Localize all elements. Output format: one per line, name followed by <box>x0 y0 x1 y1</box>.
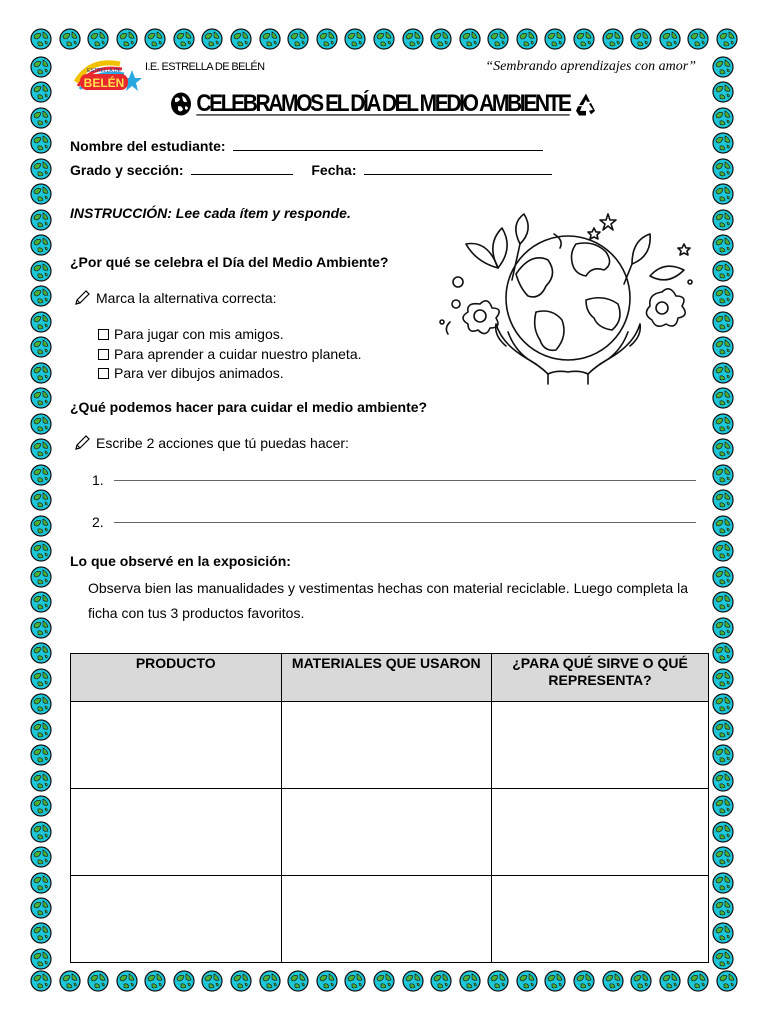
grade-label: Grado y sección: <box>70 162 184 178</box>
globe-icon <box>402 970 424 992</box>
globe-icon <box>712 566 734 588</box>
globe-icon <box>712 209 734 231</box>
globe-icon <box>30 311 52 333</box>
globe-icon <box>30 209 52 231</box>
globe-icon <box>712 387 734 409</box>
globe-icon <box>30 617 52 639</box>
globe-icon <box>712 719 734 741</box>
table-row <box>71 876 709 963</box>
globe-icon <box>344 28 366 50</box>
section-3-heading: Lo que observé en la exposición: <box>70 553 291 569</box>
globe-icon <box>30 668 52 690</box>
globe-icon <box>712 413 734 435</box>
globe-icon <box>712 770 734 792</box>
globe-icon <box>712 642 734 664</box>
globe-icon <box>30 362 52 384</box>
globe-icon <box>712 311 734 333</box>
globe-icon <box>716 28 738 50</box>
question-1-prompt <box>74 290 277 306</box>
globe-icon <box>712 897 734 919</box>
globe-icon <box>712 617 734 639</box>
checkbox[interactable] <box>98 329 109 340</box>
globe-icon <box>712 591 734 613</box>
globe-icon <box>630 28 652 50</box>
globe-icon <box>30 872 52 894</box>
globe-icon <box>201 28 223 50</box>
globe-icon <box>712 464 734 486</box>
globe-icon <box>30 489 52 511</box>
checkbox[interactable] <box>98 349 109 360</box>
question-2-prompt-text: Escribe 2 acciones que tú puedas hacer: <box>96 435 349 451</box>
answer-rule <box>114 480 696 481</box>
globe-icon <box>30 922 52 944</box>
checkbox[interactable] <box>98 368 109 379</box>
globe-icon <box>30 795 52 817</box>
globe-icon <box>230 28 252 50</box>
globe-icon <box>712 438 734 460</box>
globe-icon <box>116 28 138 50</box>
globe-icon <box>712 260 734 282</box>
option-3[interactable] <box>98 364 362 384</box>
svg-text:BELÉN: BELÉN <box>83 76 125 90</box>
globe-icon <box>30 693 52 715</box>
globe-icon <box>712 56 734 78</box>
instruction: INSTRUCCIÓN: Lee cada ítem y responde. <box>70 205 351 221</box>
globe-icon <box>230 970 252 992</box>
globe-icon <box>116 970 138 992</box>
globe-icon <box>459 28 481 50</box>
globe-icon <box>87 28 109 50</box>
title-text: CELEBRAMOS EL DÍA DEL MEDIO AMBIENTE <box>196 90 570 117</box>
question-1: ¿Por qué se celebra el Día del Medio Ambiente? <box>70 254 389 270</box>
column-header-purpose: ¿PARA QUÉ SIRVE O QUÉ REPRESENTA? <box>492 654 709 702</box>
student-name-label: Nombre del estudiante: <box>70 138 226 154</box>
table-cell[interactable] <box>492 789 709 876</box>
globe-icon <box>30 56 52 78</box>
globe-icon <box>344 970 366 992</box>
globe-icon <box>87 970 109 992</box>
globe-icon <box>712 540 734 562</box>
border-top <box>30 28 738 54</box>
globe-icon <box>30 438 52 460</box>
globe-icon <box>30 464 52 486</box>
pencil-icon <box>74 290 90 306</box>
question-2: ¿Qué podemos hacer para cuidar el medio ambiente? <box>70 399 428 415</box>
globe-icon <box>712 668 734 690</box>
student-name-blank[interactable] <box>233 138 543 151</box>
globe-icon <box>30 744 52 766</box>
globe-icon <box>712 948 734 970</box>
section-3-paragraph: Observa bien las manualidades y vestimentas hechas con material reciclable. Luego completa la ficha con tus 3 productos favoritos. <box>88 580 688 621</box>
globe-icon <box>712 693 734 715</box>
globe-icon <box>712 183 734 205</box>
globe-icon <box>373 28 395 50</box>
globe-icon <box>30 770 52 792</box>
globe-icon <box>30 515 52 537</box>
globe-icon <box>516 28 538 50</box>
globe-icon <box>712 922 734 944</box>
column-header-materials: MATERIALES QUE USARON <box>281 654 492 702</box>
globe-icon <box>30 846 52 868</box>
globe-icon <box>30 387 52 409</box>
table-cell[interactable] <box>71 789 282 876</box>
globe-icon <box>712 821 734 843</box>
globe-icon <box>712 158 734 180</box>
globe-icon <box>30 285 52 307</box>
globe-icon <box>30 336 52 358</box>
globe-icon <box>402 28 424 50</box>
globe-icon <box>573 28 595 50</box>
grade-blank[interactable] <box>191 162 293 175</box>
globe-icon <box>144 970 166 992</box>
pencil-icon <box>74 435 90 451</box>
globe-icon <box>59 970 81 992</box>
globe-icon <box>716 970 738 992</box>
globe-icon <box>459 970 481 992</box>
globe-icon <box>30 158 52 180</box>
option-1[interactable] <box>98 325 362 345</box>
school-motto: “Sembrando aprendizajes con amor” <box>485 59 696 74</box>
title-row <box>0 92 768 120</box>
answer-line-2[interactable] <box>92 514 696 530</box>
globe-icon <box>712 515 734 537</box>
globe-icon <box>712 285 734 307</box>
option-1-label: Para jugar con mis amigos. <box>114 326 284 342</box>
answer-number: 2. <box>92 514 104 530</box>
globe-icon <box>144 28 166 50</box>
globe-icon <box>30 897 52 919</box>
globe-icon <box>487 28 509 50</box>
globe-icon <box>201 970 223 992</box>
table-cell[interactable] <box>492 702 709 789</box>
globe-icon <box>259 28 281 50</box>
globe-icon <box>30 413 52 435</box>
globe-icon <box>659 28 681 50</box>
globe-icon <box>30 260 52 282</box>
globe-icon <box>712 744 734 766</box>
grade-date-field <box>70 162 552 178</box>
globe-icon <box>59 28 81 50</box>
globe-icon <box>173 970 195 992</box>
globe-icon <box>373 970 395 992</box>
globe-icon <box>170 91 192 116</box>
globe-icon <box>602 28 624 50</box>
option-2-label: Para aprender a cuidar nuestro planeta. <box>114 345 362 362</box>
table-cell[interactable] <box>71 876 282 963</box>
table-row <box>71 702 709 789</box>
globe-icon <box>173 28 195 50</box>
globe-icon <box>30 948 52 970</box>
table-header-row <box>71 654 709 702</box>
globe-icon <box>287 970 309 992</box>
globe-icon <box>712 846 734 868</box>
globe-icon <box>573 970 595 992</box>
globe-icon <box>712 872 734 894</box>
globe-icon <box>712 489 734 511</box>
globe-icon <box>30 719 52 741</box>
globe-icon <box>712 336 734 358</box>
globe-icon <box>30 642 52 664</box>
globe-icon <box>430 970 452 992</box>
globe-icon <box>30 132 52 154</box>
globe-icon <box>30 28 52 50</box>
earth-in-hands-illustration <box>436 204 698 388</box>
globe-icon <box>30 234 52 256</box>
question-1-options <box>98 325 362 384</box>
border-right <box>712 56 738 970</box>
table-row <box>71 789 709 876</box>
table-cell[interactable] <box>492 876 709 963</box>
globe-icon <box>30 183 52 205</box>
recycle-icon <box>574 91 598 116</box>
svg-text:ESTRELLA DE: ESTRELLA DE <box>87 68 121 74</box>
column-header-product: PRODUCTO <box>71 654 282 702</box>
page-title <box>170 90 597 118</box>
border-bottom <box>30 970 738 996</box>
globe-icon <box>659 970 681 992</box>
table-cell[interactable] <box>281 789 492 876</box>
globe-icon <box>30 540 52 562</box>
globe-icon <box>544 28 566 50</box>
globe-icon <box>687 28 709 50</box>
globe-icon <box>516 970 538 992</box>
globe-icon <box>30 591 52 613</box>
date-label: Fecha: <box>311 162 357 178</box>
globe-icon <box>30 566 52 588</box>
school-name: I.E. ESTRELLA DE BELÉN <box>145 61 265 73</box>
globe-icon <box>30 970 52 992</box>
globe-icon <box>544 970 566 992</box>
answer-rule <box>114 522 696 523</box>
globe-icon <box>630 970 652 992</box>
globe-icon <box>430 28 452 50</box>
border-left <box>30 56 56 970</box>
student-name-field <box>70 138 543 154</box>
globe-icon <box>687 970 709 992</box>
answer-line-1[interactable] <box>92 472 696 488</box>
globe-icon <box>316 28 338 50</box>
globe-icon <box>712 362 734 384</box>
globe-icon <box>287 28 309 50</box>
globe-icon <box>487 970 509 992</box>
table-cell[interactable] <box>281 702 492 789</box>
question-2-prompt <box>74 435 349 451</box>
globe-icon <box>712 795 734 817</box>
option-2[interactable] <box>98 345 362 365</box>
question-1-prompt-text: Marca la alternativa correcta: <box>96 290 277 306</box>
globe-icon <box>602 970 624 992</box>
answer-number: 1. <box>92 472 104 488</box>
globe-icon <box>316 970 338 992</box>
date-blank[interactable] <box>364 162 552 175</box>
table-cell[interactable] <box>71 702 282 789</box>
products-table <box>70 653 709 963</box>
globe-icon <box>259 970 281 992</box>
table-cell[interactable] <box>281 876 492 963</box>
globe-icon <box>712 132 734 154</box>
option-3-label: Para ver dibujos animados. <box>114 365 284 381</box>
globe-icon <box>30 821 52 843</box>
globe-icon <box>712 234 734 256</box>
